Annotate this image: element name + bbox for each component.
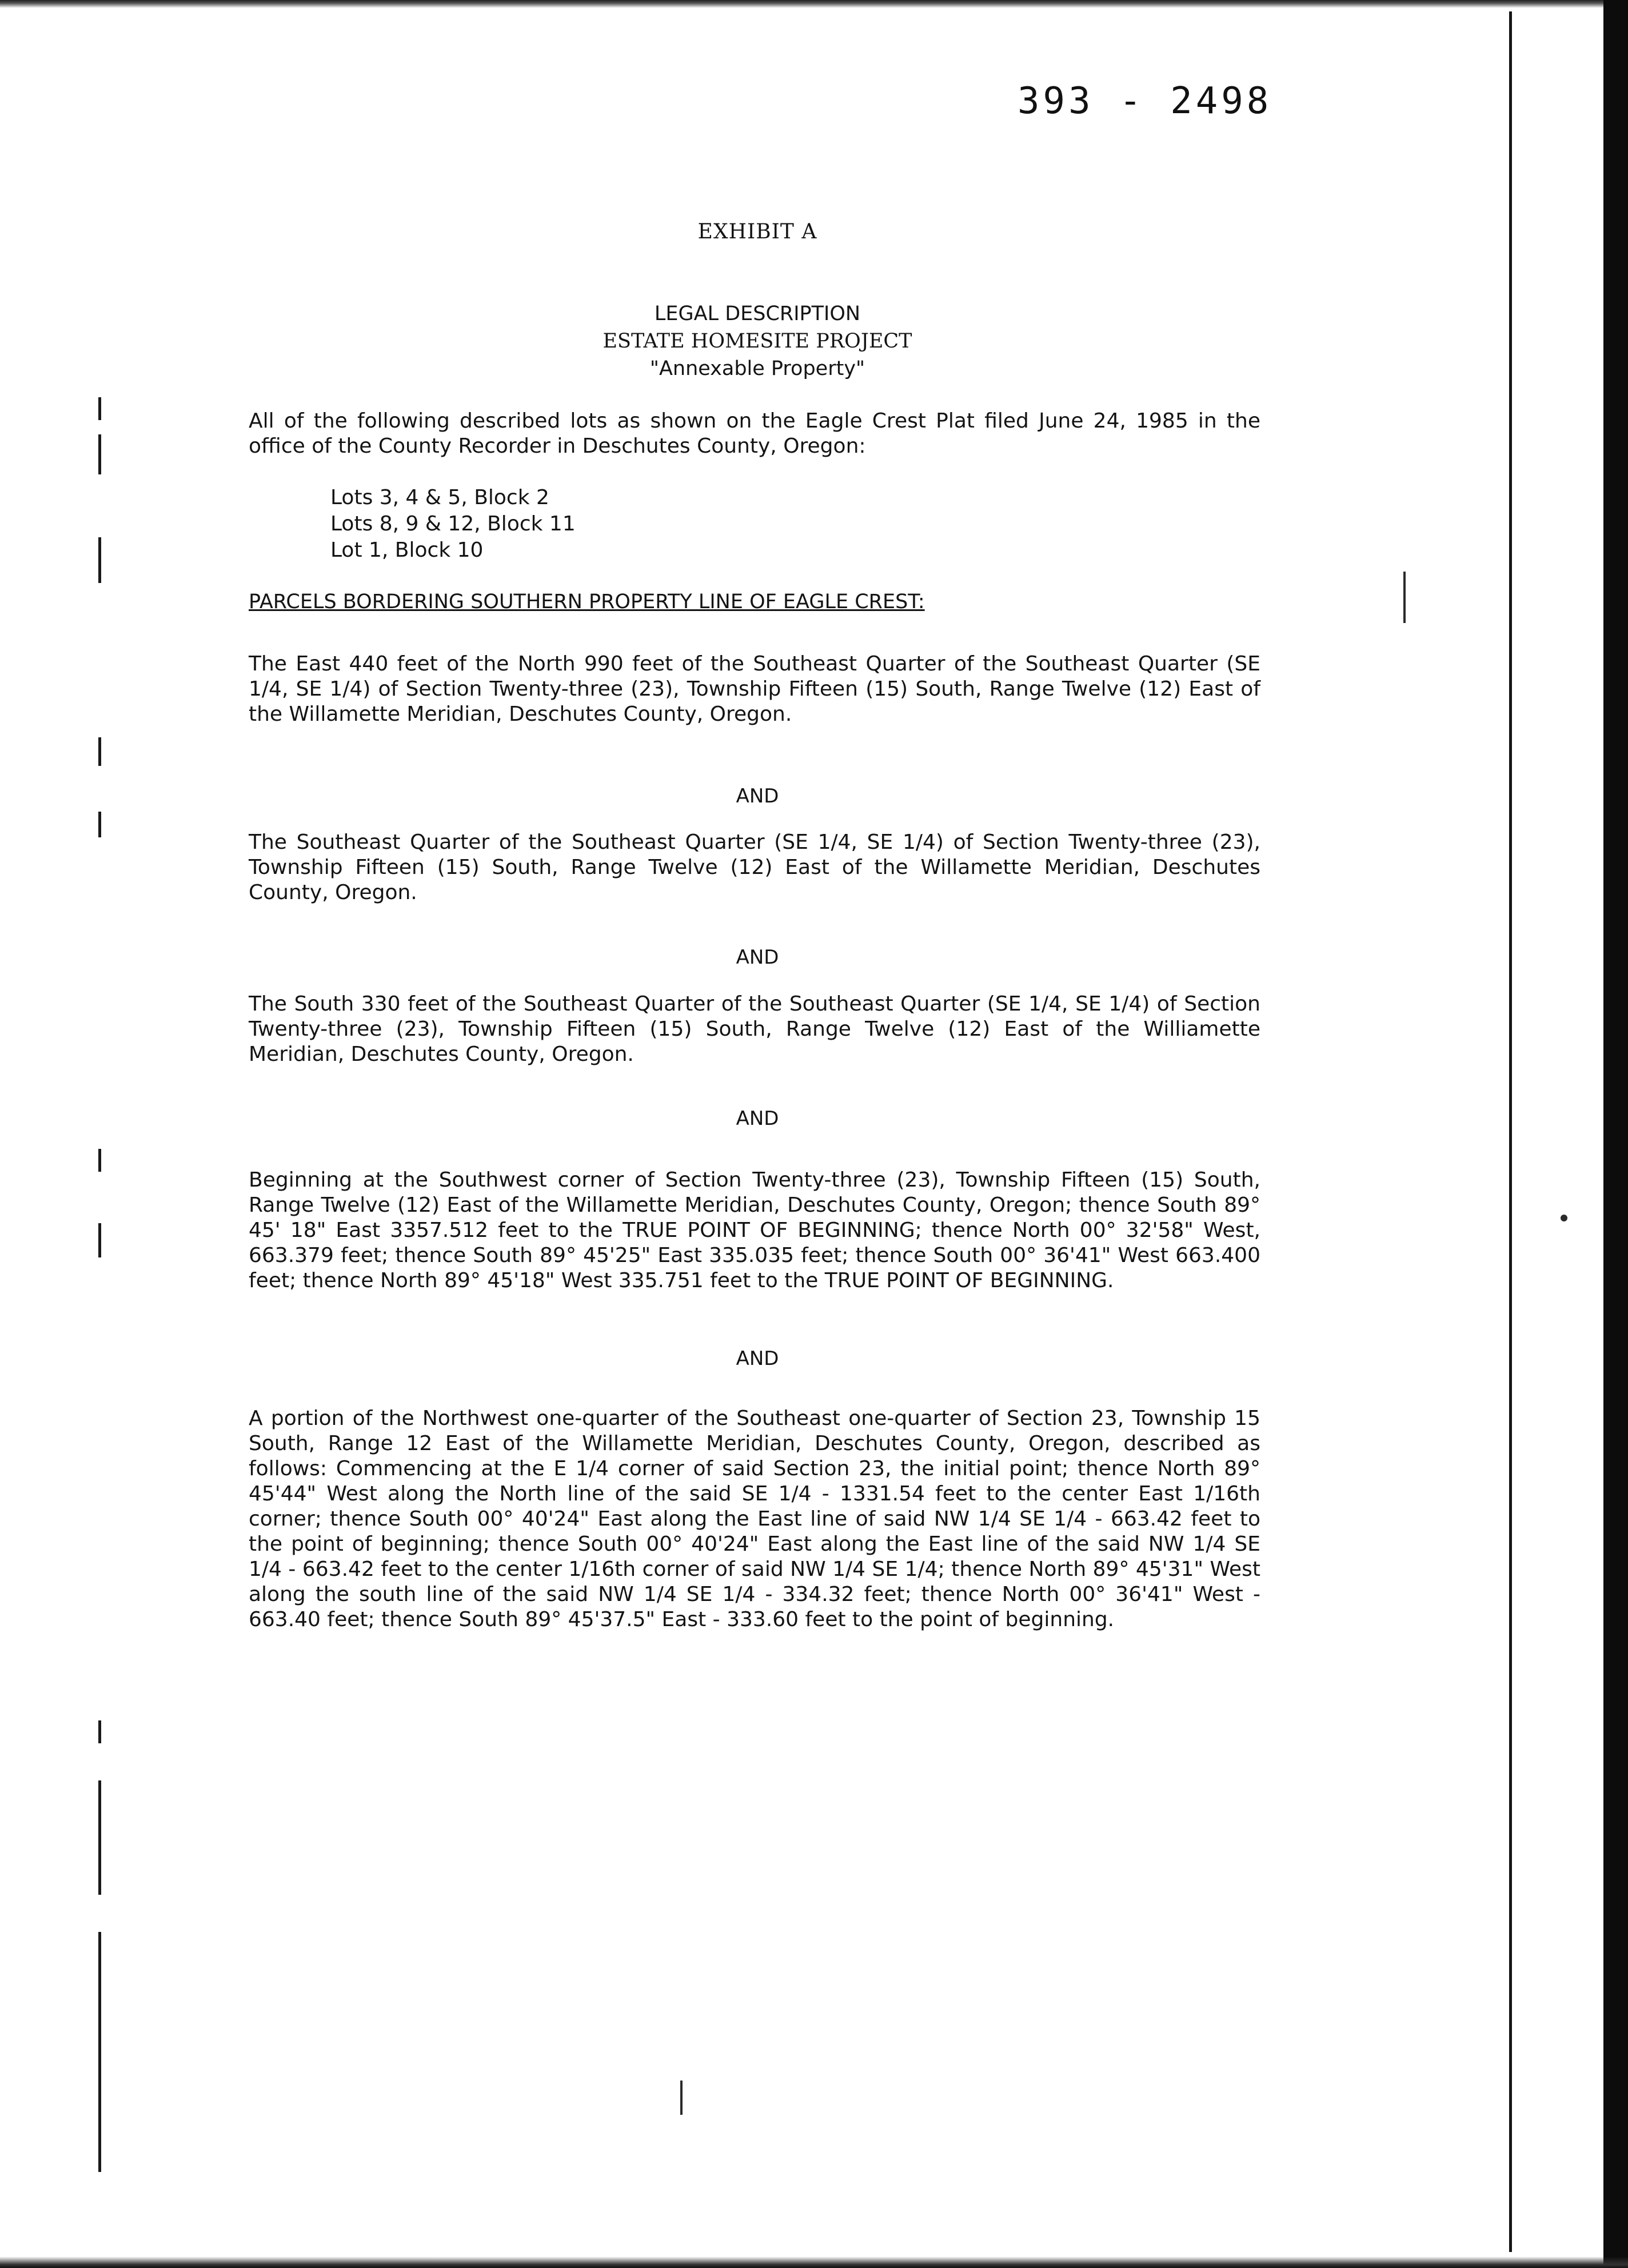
scan-mark bbox=[1561, 1215, 1567, 1221]
and-separator: AND bbox=[736, 1347, 779, 1370]
scan-mark bbox=[98, 537, 101, 583]
heading-project: ESTATE HOMESITE PROJECT bbox=[602, 330, 912, 353]
page-number: 393 - 2498 bbox=[1018, 80, 1272, 122]
scan-mark bbox=[98, 1932, 101, 2172]
intro-paragraph: All of the following described lots as shown on the Eagle Crest Plat filed June 24, 1985 in the office of the County Recorder in Deschutes County, Oregon: bbox=[249, 409, 1260, 458]
scan-mark bbox=[98, 1223, 101, 1257]
section-heading: PARCELS BORDERING SOUTHERN PROPERTY LINE OF EAGLE CREST: bbox=[249, 590, 925, 613]
exhibit-title: EXHIBIT A bbox=[697, 220, 817, 243]
scan-top-edge bbox=[0, 0, 1628, 8]
scan-mark bbox=[98, 1720, 101, 1743]
parcel-paragraph: A portion of the Northwest one-quarter of the Southeast one-quarter of Section 23, Township 15 South, Range 12 East of the Willamette Meridian, Deschutes County, Oregon, described as follows: Commencing at the E 1/4 corner of said Section 23, the initial point; thence North 89° 45'44" West along the North line of the said SE 1/4 - 1331.54 feet to the center East 1/16th corner; thence South 00° 40'24" East along the East line of said NW 1/4 SE 1/4 - 663.42 feet to the point of beginning; thence South 00° 40'24" East along the East line of the said NW 1/4 SE 1/4 - 663.42 feet to the center 1/16th corner of said NW 1/4 SE 1/4; thence North 89° 45'31" West along the south line of the said NW 1/4 SE 1/4 - 334.32 feet; thence North 00° 36'41" West - 663.40 feet; thence South 89° 45'37.5" East - 333.60 feet to the point of beginning. bbox=[249, 1407, 1260, 1631]
parcel-paragraph: The East 440 feet of the North 990 feet of the Southeast Quarter of the Southeast Quarter (SE 1/4, SE 1/4) of Section Twenty-three (23), Township Fifteen (15) South, Range Twelve (12) East of the Willamette Meridian, Deschutes County, Oregon. bbox=[249, 652, 1260, 726]
parcel-paragraph: The South 330 feet of the Southeast Quarter of the Southeast Quarter (SE 1/4, SE 1/4) of Section Twenty-three (23), Township Fifteen (15) South, Range Twelve (12) East of the Williamette Meridian, Deschutes County, Oregon. bbox=[249, 992, 1260, 1066]
heading-title: LEGAL DESCRIPTION bbox=[654, 302, 861, 325]
heading-block bbox=[0, 300, 1515, 382]
scan-mark bbox=[98, 1780, 101, 1895]
parcel-paragraph: The Southeast Quarter of the Southeast Quarter (SE 1/4, SE 1/4) of Section Twenty-three (23), Township Fifteen (15) South, Range Twelve (12) East of the Willamette Meridian, Deschutes County, Oregon. bbox=[249, 830, 1260, 904]
scan-mark bbox=[98, 737, 101, 766]
heading-subtitle: "Annexable Property" bbox=[649, 357, 865, 380]
list-item: Lots 3, 4 & 5, Block 2 bbox=[330, 486, 549, 509]
parcel-paragraph: Beginning at the Southwest corner of Section Twenty-three (23), Township Fifteen (15) South, Range Twelve (12) East of the Willamette Meridian, Deschutes County, Oregon; thence South 89° 45' 18" East 3357.512 feet to the TRUE POINT OF BEGINNING; thence North 00° 32'58" West, 663.379 feet; thence South 89° 45'25" East 335.035 feet; thence South 00° 36'41" West 663.400 feet; thence North 89° 45'18" West 335.751 feet to the TRUE POINT OF BEGINNING. bbox=[249, 1168, 1260, 1292]
and-separator: AND bbox=[736, 946, 779, 969]
and-separator: AND bbox=[736, 785, 779, 808]
lot-list bbox=[330, 485, 576, 564]
scan-mark bbox=[98, 434, 101, 474]
scan-mark bbox=[98, 812, 101, 837]
scan-mark bbox=[98, 397, 101, 420]
scan-bottom-edge bbox=[0, 2257, 1628, 2268]
and-separator: AND bbox=[736, 1107, 779, 1130]
list-item: Lots 8, 9 & 12, Block 11 bbox=[330, 512, 576, 536]
scan-mark bbox=[98, 1149, 101, 1172]
list-item: Lot 1, Block 10 bbox=[330, 538, 484, 562]
scan-mark bbox=[680, 2081, 683, 2115]
scan-mark bbox=[1403, 572, 1406, 623]
scan-right-edge bbox=[1603, 0, 1628, 2268]
